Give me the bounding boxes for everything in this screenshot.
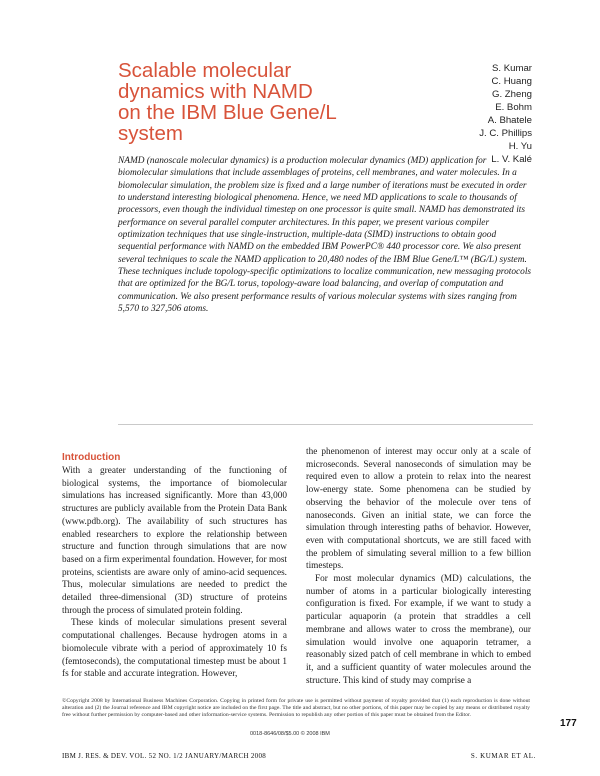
author: H. Yu [508,141,532,152]
body-column-right [306,446,531,687]
author-list [479,62,532,166]
title-line: system [118,122,183,145]
journal-footer: IBM J. RES. & DEV. VOL. 52 NO. 1/2 JANUARY/MARCH 2008 [62,752,267,760]
author: J. C. Phillips [479,128,532,139]
body-paragraph: With a greater understanding of the functioning of biological systems, the importance of biomolecular simulations has increased significantly. More than 43,000 structures are publicly available from the Protein Data Bank (www.pdb.org). The availability of such structures has enabled researchers to explore the relationship between structure and function through simulations that are now based on a firm experimental foundation. However, for most proteins, scientists are aware only of amino-acid sequences. Thus, molecular simulations are needed to predict the detailed three-dimensional (3D) structure of proteins through the process of simulated protein folding. [62,466,287,616]
author: A. Bhatele [487,115,532,126]
doi-line: 0018-8646/08/$5.00 © 2008 IBM [250,731,330,737]
title-line: dynamics with NAMD [118,80,313,103]
copyright-notice: ©Copyright 2008 by International Business Machines Corporation. Copying in printed form for private use is permitted without payment of royalty provided that (1) each reproduction is done without alteration and (2) the Journal reference and IBM copyright notice are included on the first page. The title and abstract, but no other portions, of this paper may be copied by any means or distributed royalty free without further permission by computer-based and other information-service systems. Permission to republish any other portion of this paper must be obtained from the Editor. [62,698,530,718]
article-title [118,60,348,144]
title-line: Scalable molecular [118,59,292,82]
abstract-divider [118,424,533,425]
body-column-left [62,452,287,681]
title-line: on the IBM Blue Gene/L [118,101,337,124]
page-number: 177 [560,718,577,729]
section-heading: Introduction [62,452,121,463]
running-authors: S. KUMAR ET AL. [470,752,536,760]
abstract: NAMD (nanoscale molecular dynamics) is a production molecular dynamics (MD) application for biomolecular simulations that include assemblages of proteins, cell membranes, and water molecules. In a biomolecular simulation, the problem size is fixed and a large number of iterations must be executed in order to understand interesting biological phenomena. Hence, we need MD applications to scale to thousands of processors, even though the individual timestep on one processor is quite small. NAMD has demonstrated its performance on several parallel computer architectures. In this paper, we present various compiler optimization techniques that use single-instruction, multiple-data (SIMD) instructions to obtain good sequential performance with NAMD on the embedded IBM PowerPC® 440 processor core. We also present several techniques to scale the NAMD application to 20,480 nodes of the IBM Blue Gene/L™ (BG/L) system. These techniques include topology-specific optimizations to localize communication, new messaging protocols that are optimized for the BG/L torus, topology-aware load balancing, and overlap of computation and communication. We also present performance results of various molecular systems with sizes ranging from 5,570 to 327,506 atoms. [118,156,532,315]
body-paragraph: the phenomenon of interest may occur only at a scale of microseconds. Several nanoseconds of simulation may be required even to allow a protein to relax into the nearest low-energy state. Some phenomena can be studied by observing the behavior of the molecule over tens of nanoseconds. Given an initial state, we can force the simulation through interesting paths of behavior. However, even with computational shortcuts, we are still faced with the problem of simulating several million to a few billion timesteps. [306,447,531,572]
author: G. Zheng [492,89,532,100]
body-paragraph: These kinds of molecular simulations present several computational challenges. Because hydrogen atoms in a biomolecule vibrate with a period of approximately 10 fs (femtoseconds), the computational timestep must be about 1 fs for stable and accurate integration. However, [62,618,287,680]
author: E. Bohm [495,102,532,113]
author: C. Huang [491,76,532,87]
body-paragraph: For most molecular dynamics (MD) calculations, the number of atoms in a particular biologically interesting configuration is fixed. For example, if we want to study a particular aquaporin (a protein that straddles a cell membrane and allows water to cross the membrane), our simulation would involve one aquaporin tetramer, a reasonably sized patch of cell membrane in which to embed it, and a sufficient quantity of water molecules around the structure. This kind of study may comprise a [306,574,531,686]
author: L. V. Kalé [491,154,532,165]
author: S. Kumar [492,63,532,74]
